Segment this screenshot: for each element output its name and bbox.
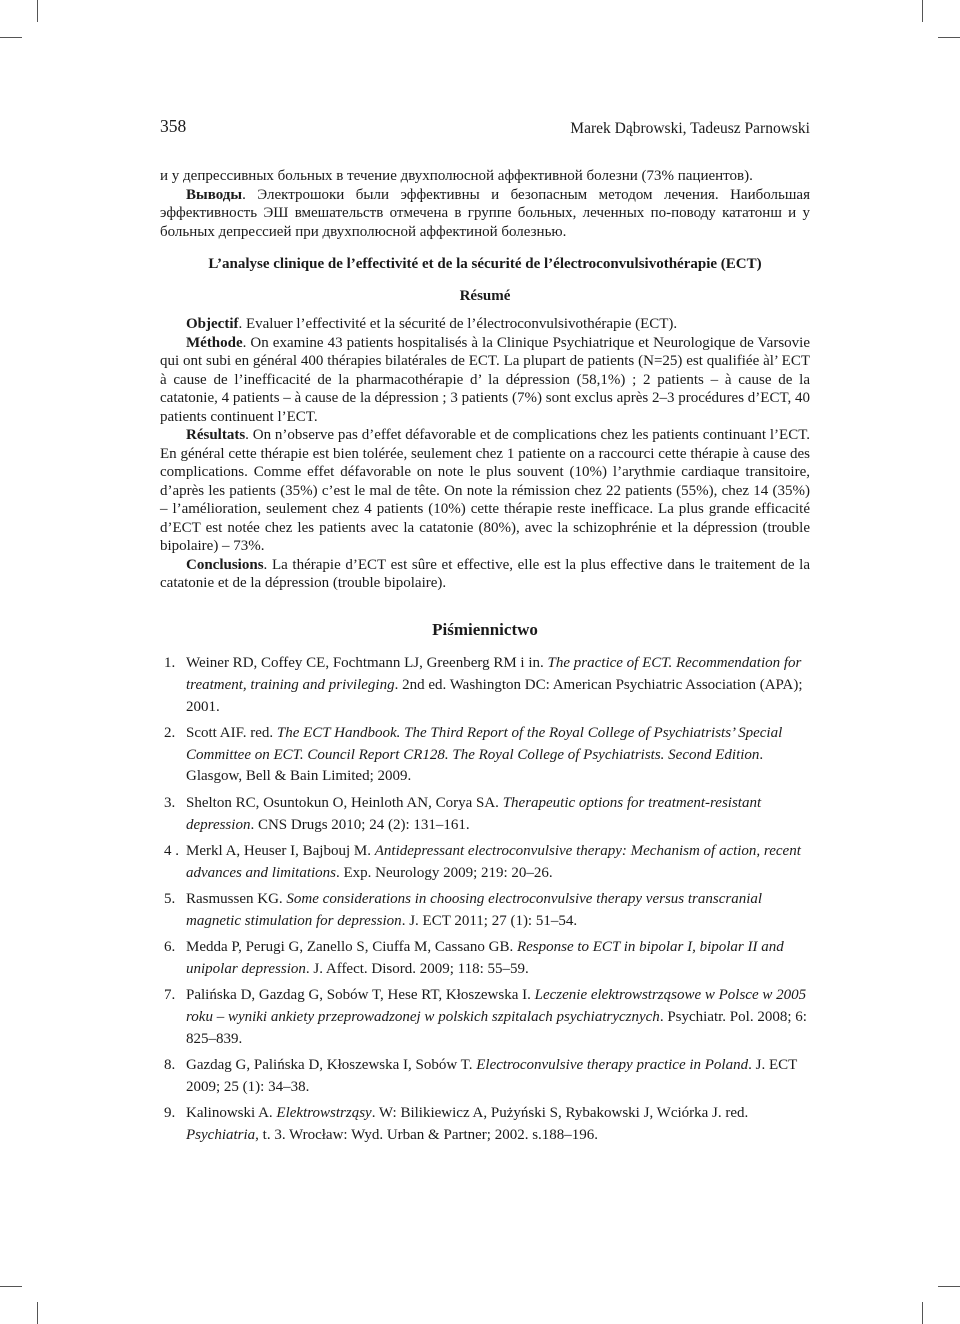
reference-title: The ECT Handbook. The Third Report of the Royal College of Psychiatrists’ Special Committee on ECT. Council Report CR128. The Royal College of Psychiatrists. Second Edition: [186, 724, 783, 763]
reference-source: . J. ECT 2011; 27 (1): 51–54.: [401, 912, 578, 929]
reference-item: [160, 841, 810, 885]
reference-source: . J. ECT 2009; 25 (1): 34–38.: [186, 1057, 798, 1095]
reference-list: [160, 653, 810, 1147]
reference-number: 1.: [164, 655, 176, 671]
crop-mark: [37, 0, 38, 22]
reference-number: 9.: [164, 1105, 176, 1122]
reference-authors: Scott AIF. red.: [186, 724, 277, 741]
bibliography-title: Piśmiennictwo: [432, 619, 538, 639]
reference-number: 6.: [164, 939, 176, 956]
page-header: [160, 116, 810, 146]
russian-conclusions-text: . Электрошоки были эффективны и безопасным методом лечения. Наибольшая эффективность ЭШ вмешательств отмечена в группе больных, леченных по-поводу кататонш и у больных депрессией при двухполюсной аффектиной болезнью.: [160, 186, 810, 240]
reference-source: . CNS Drugs 2010; 24 (2): 131–161.: [250, 816, 470, 833]
reference-item: [160, 793, 810, 837]
reference-number: 2.: [164, 724, 176, 741]
reference-source: . J. Affect. Disord. 2009; 118: 55–59.: [305, 960, 529, 977]
reference-item: [160, 889, 810, 933]
reference-source: . Glasgow, Bell & Bain Limited; 2009.: [186, 746, 764, 785]
reference-title: The practice of ECT. Recommendation for treatment, training and privileging: [186, 655, 802, 693]
reference-number: 8.: [164, 1057, 176, 1074]
methode-paragraph: [160, 334, 810, 427]
running-head: Marek Dąbrowski, Tadeusz Parnowski: [570, 120, 810, 137]
crop-mark: [938, 37, 960, 38]
russian-conclusions-label: Выводы: [186, 186, 243, 203]
reference-source: . Psychiatr. Pol. 2008; 6: 825–839.: [186, 1008, 807, 1047]
reference-authors: Gazdag G, Palińska D, Kłoszewska I, Sobów T.: [186, 1057, 477, 1074]
article-body: [160, 167, 810, 1151]
resultats-label: Résultats: [186, 427, 246, 443]
russian-paragraph: и у депрессивных больных в течение двухполюсной аффективной болезни (73% пациентов).: [160, 168, 753, 184]
crop-mark: [0, 1286, 22, 1287]
reference-title: Electroconvulsive therapy practice in Poland: [476, 1057, 749, 1074]
reference-number: 4 .: [164, 842, 179, 859]
crop-mark: [37, 1302, 38, 1324]
reference-number: 7.: [164, 987, 176, 1004]
conclusions-label: Conclusions: [186, 556, 264, 573]
reference-number: 3.: [164, 794, 176, 811]
resultats-paragraph: [160, 426, 810, 556]
reference-source: . W: Bilikiewicz A, Pużyński S, Rybakowski J, Wciórka J. red.: [371, 1105, 749, 1122]
crop-mark: [0, 37, 22, 38]
reference-title: Therapeutic options for treatment-resistant depression: [186, 794, 762, 833]
reference-authors: Palińska D, Gazdag G, Sobów T, Hese RT, Kłoszewska I.: [186, 987, 535, 1004]
crop-mark: [922, 1302, 923, 1324]
reference-title: Response to ECT in bipolar I, bipolar II and unipolar depression: [186, 939, 784, 977]
reference-source-end: , t. 3. Wrocław: Wyd. Urban & Partner; 2002. s.188–196.: [255, 1126, 599, 1143]
resultats-text: . On n’observe pas d’effet défavorable et de complications chez les patients continuant l’ECT. En général cette thérapie est bien tolérée, seulement chez 1 patiente on a raccourci cette thérapie à cause des complications. Comme effet défavorable on note le plus souvent (10%) l’arythmie cardiaque transitoire, d’après les patients (35%) c’est le mal de tête. On note la rémission chez 22 patients (55%), chez 14 (35%) – l’amélioration, seulement chez 4 patients (10%) cette thérapie reste inefficace. La plus grande efficacité d’ECT est notée chez les patients avec la catatonie (80%), avec la schizophrénie et la dépression (trouble bipolaire) – 73%.: [160, 427, 810, 554]
russian-conclusions: [160, 186, 810, 242]
reference-title: Leczenie elektrowstrząsowe w Polsce w 2005 roku – wyniki ankiety przeprowadzonej w polskich szpitalach psychiatrycznych: [186, 987, 807, 1025]
conclusions-paragraph: [160, 556, 810, 593]
reference-number: 5.: [164, 890, 176, 907]
reference-item: [160, 1055, 810, 1099]
objectif-label: Objectif: [186, 316, 239, 332]
reference-authors: Kalinowski A.: [186, 1105, 277, 1122]
methode-label: Méthode: [186, 334, 243, 351]
reference-authors: Rasmussen KG.: [186, 890, 287, 907]
reference-item: [160, 985, 810, 1050]
reference-authors: Medda P, Perugi G, Zanello S, Ciuffa M, Cassano GB.: [186, 939, 517, 956]
reference-authors: Merkl A, Heuser I, Bajbouj M.: [186, 842, 375, 859]
reference-item: [160, 723, 810, 788]
french-title: L’analyse clinique de l’effectivité et de la sécurité de l’électroconvulsivothérapie (ECT): [208, 256, 762, 272]
reference-item: [160, 937, 810, 981]
reference-book-title: Psychiatria: [186, 1126, 256, 1143]
conclusions-text: . La thérapie d’ECT est sûre et effective, elle est la plus effective dans le traitement de la catatonie et de la dépression (trouble bipolaire).: [160, 556, 810, 591]
methode-text: . On examine 43 patients hospitalisés à la Clinique Psychiatrique et Neurologique de Varsovie qui ont subi en général 400 thérapies bilatérales de ECT. La plupart de patients (N=25) est qualifiée àl’ ECT à cause de l’inefficacité de la pharmacothérapie d’ la dépression (58,1%) ; 2 patients – à cause de la catatonie, 4 patients – à cause de la dépression ; 3 patients (7%) sont exclus après 2–3 procédures d’ECT, 40 patients continuent l’ECT.: [160, 334, 810, 425]
page-number: 358: [160, 116, 187, 136]
objectif-paragraph: [160, 315, 810, 334]
reference-title: Elektrowstrząsy: [276, 1105, 372, 1122]
crop-mark: [922, 0, 923, 22]
reference-source: . Exp. Neurology 2009; 219: 20–26.: [336, 864, 553, 881]
reference-title: Some considerations in choosing electroconvulsive therapy versus transcranial magnetic stimulation for depression: [186, 890, 763, 929]
reference-source: . 2nd ed. Washington DC: American Psychiatric Association (APA); 2001.: [186, 676, 803, 715]
resume-heading: Résumé: [459, 287, 511, 304]
reference-authors: Shelton RC, Osuntokun O, Heinloth AN, Corya SA.: [186, 794, 503, 811]
objectif-text: . Evaluer l’effectivité et la sécurité de l’électroconvulsivothérapie (ECT).: [238, 316, 678, 332]
reference-authors: Weiner RD, Coffey CE, Fochtmann LJ, Greenberg RM i in.: [186, 655, 548, 671]
reference-item: [160, 653, 810, 718]
reference-title: Antidepressant electroconvulsive therapy: Mechanism of action, recent advances and limitations: [186, 842, 801, 881]
reference-item: [160, 1103, 810, 1147]
crop-mark: [938, 1286, 960, 1287]
